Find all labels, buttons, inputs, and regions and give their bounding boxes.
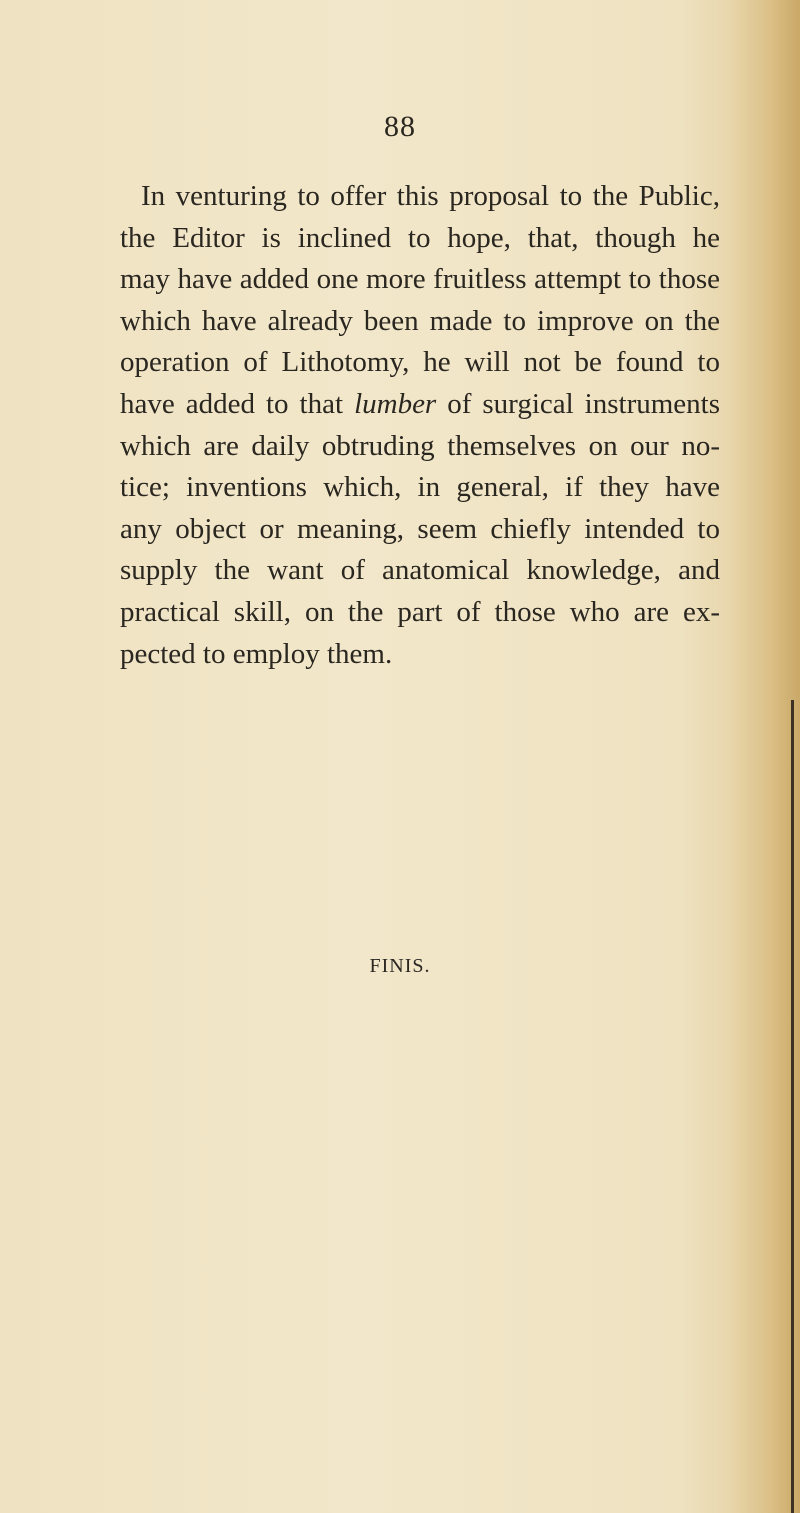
text-line: may have added one more fruitless attempt to those bbox=[120, 263, 720, 296]
page-edge-shading bbox=[730, 0, 800, 1513]
text-line-with-italic bbox=[120, 384, 720, 426]
italic-word: lumber bbox=[354, 387, 437, 420]
text-line: any object or meaning, seem chiefly intended to bbox=[120, 512, 720, 545]
page-number: 88 bbox=[384, 110, 416, 143]
text-line: supply the want of anatomical knowledge, and bbox=[120, 554, 720, 587]
text-line: practical skill, on the part of those who are ex- bbox=[120, 595, 720, 628]
page-edge-line bbox=[791, 700, 794, 1513]
text-line: tice; inventions which, in general, if they have bbox=[120, 471, 720, 504]
finis-text: FINIS. bbox=[369, 955, 431, 977]
text-line: the Editor is inclined to hope, that, though he bbox=[120, 221, 720, 254]
text-segment: of surgical instruments bbox=[436, 387, 721, 420]
text-segment: have added to that bbox=[120, 387, 355, 420]
text-line: which are daily obtruding themselves on our no- bbox=[120, 429, 720, 462]
text-line: In venturing to offer this proposal to the Public, bbox=[141, 180, 720, 212]
text-line: which have already been made to improve on the bbox=[120, 304, 720, 337]
text-line: pected to employ them. bbox=[120, 637, 393, 670]
text-line: operation of Lithotomy, he will not be found to bbox=[120, 346, 720, 379]
body-paragraph bbox=[120, 176, 720, 675]
